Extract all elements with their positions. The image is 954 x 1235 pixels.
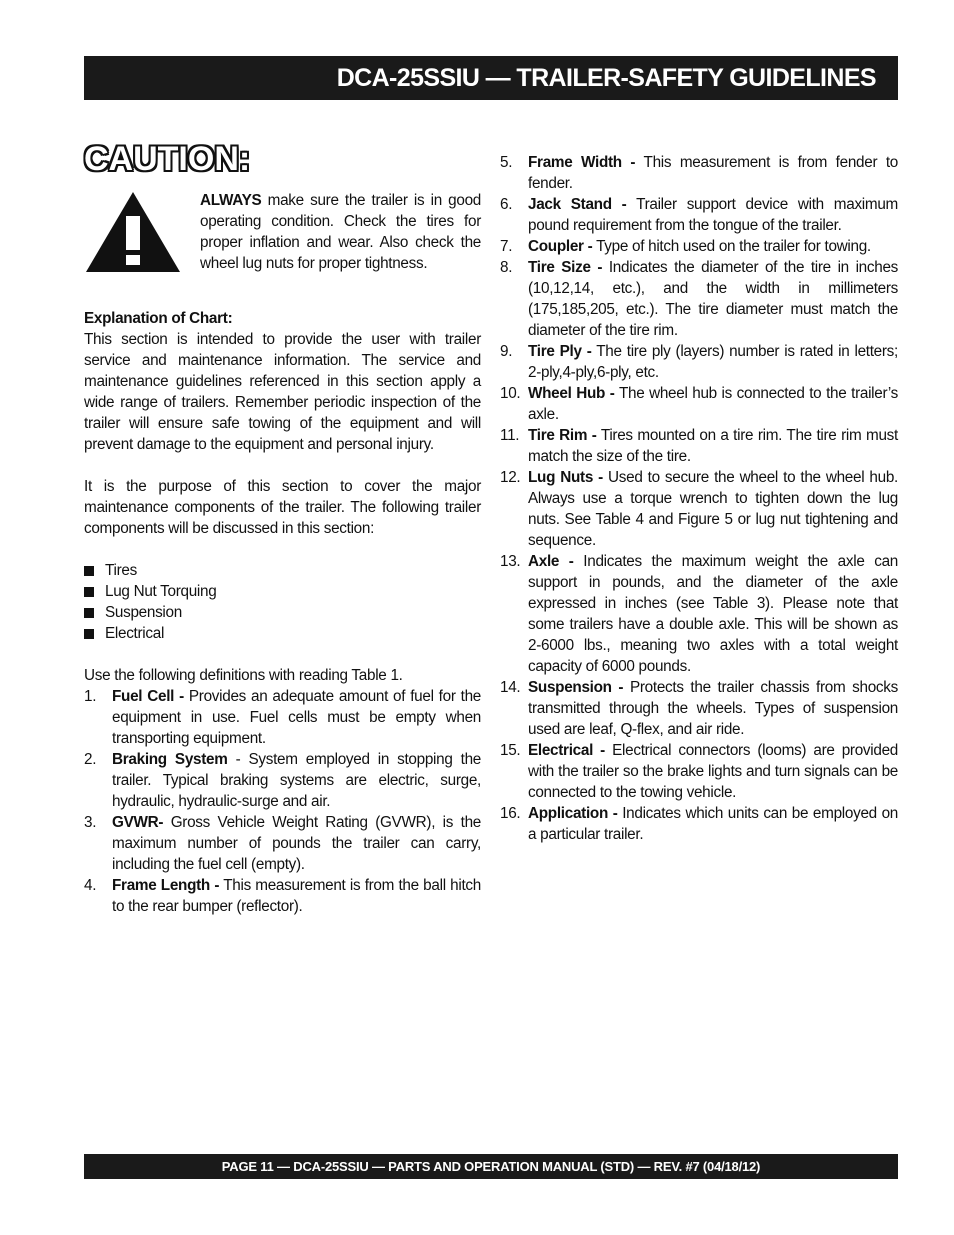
definition-item: 4. Frame Length - This measurement is from the ball hitch to the rear bumper (reflector).: [84, 877, 481, 915]
explanation-heading: Explanation of Chart:: [84, 310, 233, 327]
definition-item: 8. Tire Size - Indicates the diameter of the tire in inches (10,12,14, etc.), and the width in millimeters (175,185,205, etc.). The tire diameter must match the diameter of the tire rim.: [500, 259, 898, 339]
list-item: Tires: [84, 560, 481, 581]
bullet-square-icon: [84, 566, 94, 576]
definition-item: 11. Tire Rim - Tires mounted on a tire rim. The tire rim must match the size of the tire.: [500, 427, 898, 465]
definition-item: 6. Jack Stand - Trailer support device with maximum pound requirement from the tongue of the trailer.: [500, 196, 898, 234]
page-title: DCA-25SSIU — TRAILER-SAFETY GUIDELINES: [336, 63, 876, 92]
definition-item: 2. Braking System - System employed in stopping the trailer. Typical braking systems are electric, surge, hydraulic, hydraulic-surge and air.: [84, 751, 481, 810]
definition-item: 7. Coupler - Type of hitch used on the trailer for towing.: [500, 238, 871, 255]
list-item: Electrical: [84, 623, 481, 644]
page-footer: [84, 1154, 898, 1179]
definition-item: 9. Tire Ply - The tire ply (layers) number is rated in letters; 2-ply,4-ply,6-ply, etc.: [500, 343, 898, 381]
component-list: [84, 560, 481, 644]
right-column: [500, 152, 898, 845]
warning-triangle-icon: [84, 190, 182, 274]
definition-item: 1. Fuel Cell - Provides an adequate amount of fuel for the equipment in use. Fuel cells must be empty when transporting equipment.: [84, 688, 481, 747]
bullet-square-icon: [84, 608, 94, 618]
caution-text: make sure the trailer is in good operating condition. Check the tires for proper inflation and wear. Also check the wheel lug nuts for proper tightness.: [200, 192, 481, 272]
list-item: Suspension: [84, 602, 481, 623]
page-header: [84, 56, 898, 100]
list-item: Lug Nut Torquing: [84, 581, 481, 602]
definition-item: 16. Application - Indicates which units can be employed on a particular trailer.: [500, 805, 898, 843]
bullet-square-icon: [84, 587, 94, 597]
definition-item: 15. Electrical - Electrical connectors (looms) are provided with the trailer so the brake lights and turn signals can be connected to the towing vehicle.: [500, 742, 898, 801]
definition-item: 5. Frame Width - This measurement is from fender to fender.: [500, 154, 898, 192]
definition-item: 13. Axle - Indicates the maximum weight the axle can support in pounds, and the diameter of the axle expressed in inches (see Table 3). Please note that some trailers have a double axle. This will be shown as 2-6000 lbs., meaning two axles with a total weight capacity of 6000 pounds.: [500, 553, 898, 675]
caution-message: [200, 190, 481, 274]
definition-item: 12. Lug Nuts - Used to secure the wheel to the wheel hub. Always use a torque wrench to tighten down the lug nuts. See Table 4 and Figure 5 or lug nut tightening and sequence.: [500, 469, 898, 549]
left-column: [84, 308, 481, 917]
definitions-intro: Use the following definitions with reading Table 1.: [84, 667, 403, 684]
explanation-paragraph-1: This section is intended to provide the user with trailer service and maintenance information. The service and maintenance guidelines referenced in this section apply a wide range of trailers. Remember periodic inspection of the trailer will ensure safe towing of the equipment and will prevent damage to the equipment and personal injury.: [84, 331, 481, 453]
explanation-paragraph-2: It is the purpose of this section to cover the major maintenance components of the trailer. The following trailer components will be discussed in this section:: [84, 478, 481, 537]
always-keyword: ALWAYS: [200, 192, 262, 209]
footer-text: PAGE 11 — DCA-25SSIU — PARTS AND OPERATION MANUAL (STD) — REV. #7 (04/18/12): [221, 1159, 761, 1174]
definition-item: 3. GVWR- Gross Vehicle Weight Rating (GVWR), is the maximum number of pounds the trailer can carry, including the fuel cell (empty).: [84, 814, 481, 873]
caution-heading: CAUTION:: [84, 140, 251, 178]
definition-item: 10. Wheel Hub - The wheel hub is connected to the trailer’s axle.: [500, 385, 899, 423]
bullet-square-icon: [84, 629, 94, 639]
definition-item: 14. Suspension - Protects the trailer chassis from shocks transmitted through the wheels. Types of suspension used are leaf, Q-flex, and air ride.: [500, 679, 898, 738]
